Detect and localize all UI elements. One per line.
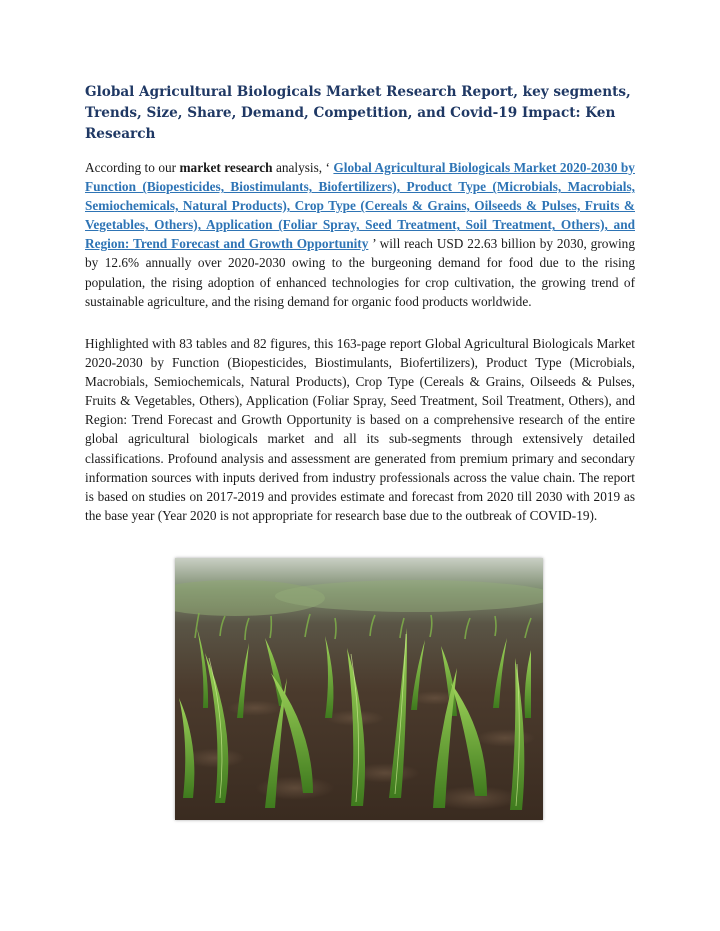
market-research-keyword: market research xyxy=(179,160,273,175)
report-title-link[interactable]: Global Agricultural Biologicals Market 2020-2030 by Function (Biopesticides, Biostimulants, Biofertilizers), Product Type (Microbials, Macrobials, Semiochemicals, Natural Products), Crop Type (Cereals & Grains, Oilseeds & Pulses, Fruits & Vegetables, Others), Application (Foliar Spray, Seed Treatment, Soil Treatment, Others), and Region: Trend Forecast and Growth Opportunity xyxy=(85,160,635,252)
seedlings-photo xyxy=(175,558,543,820)
intro-text: According to our xyxy=(85,160,180,175)
intro-paragraph xyxy=(85,158,635,311)
page-title: Global Agricultural Biologicals Market Research Report, key segments, Trends, Size, Share, Demand, Competition, and Covid-19 Impact: Ken Research xyxy=(85,84,631,142)
analysis-text: analysis, ‘ xyxy=(272,160,334,175)
details-paragraph: Highlighted with 83 tables and 82 figures, this 163-page report Global Agricultural Biologicals Market 2020-2030 by Function (Biopesticides, Biostimulants, Biofertilizers), Product Type (Microbials, Macrobials, Semiochemicals, Natural Products), Crop Type (Cereals & Grains, Oilseeds & Pulses, Fruits & Vegetables, Others), Application (Foliar Spray, Seed Treatment, Soil Treatment, Others), and Region: Trend Forecast and Growth Opportunity is based on a comprehensive research of the entire global agricultural biologicals market and all its sub-segments through extensively detailed classifications. Profound analysis and assessment are generated from premium primary and secondary information sources with inputs derived from industry professionals across the value chain. The report is based on studies on 2017-2019 and provides estimate and forecast from 2020 till 2030 with 2019 as the base year (Year 2020 is not appropriate for research base due to the outbreak of COVID-19). xyxy=(85,336,635,523)
forecast-text: ’ will reach USD 22.63 billion by 2030, growing by 12.6% annually over 2020-2030 owing to the burgeoning demand for food due to the rising population, the rising adoption of enhanced technologies for crop cultivation, the growing trend of sustainable agriculture, and the rising demand for organic food products worldwide. xyxy=(85,236,635,309)
